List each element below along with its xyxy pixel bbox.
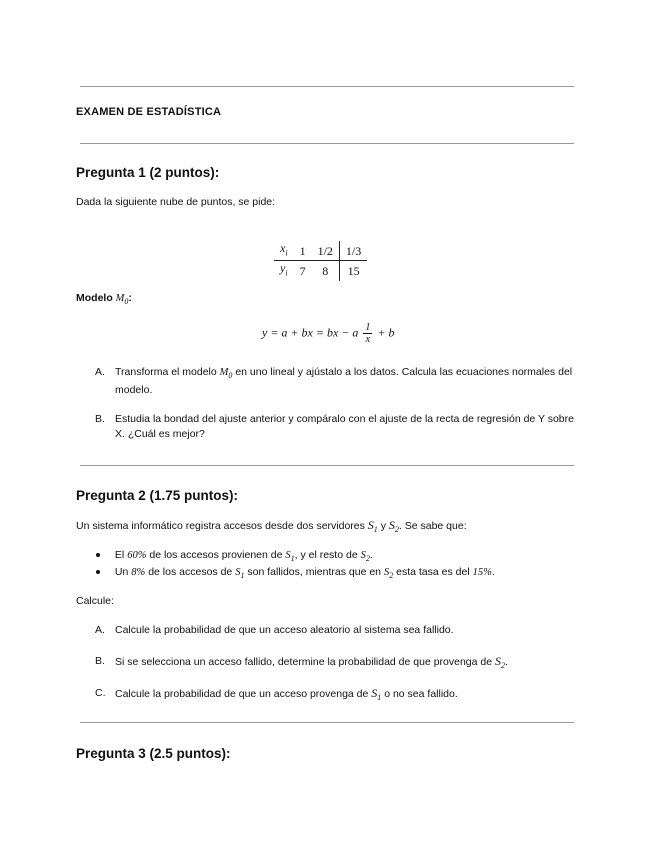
- question-2-item-c: C. Calcule la probabilidad de que un acceso provenga de $S_1$ o no sea fallido.: [95, 686, 458, 703]
- y-value-3: 15: [347, 264, 360, 279]
- calculate-label: Calcule:: [76, 595, 114, 607]
- header-divider: [80, 143, 574, 144]
- y-value-2: 8: [312, 261, 340, 281]
- question-2-title: Pregunta 2 (1.75 puntos):: [76, 488, 239, 503]
- x-value-1: 1: [294, 241, 312, 261]
- question-3-title: Pregunta 3 (2.5 puntos):: [76, 746, 231, 761]
- question-2-intro: Un sistema informático registra accesos desde dos servidores $S_1$ y $S_2$. Se sabe que:: [76, 518, 467, 535]
- question-2-bullet-2: Un 8% de los accesos de $S_1$ son fallidos, mientras que en $S_2$ esta tasa es del 15%.: [96, 565, 495, 583]
- question-1-divider: [80, 465, 574, 466]
- x-value-3: 1/3: [339, 241, 367, 261]
- x-value-2: 1/2: [312, 241, 340, 261]
- question-2-bullet-1: El 60% de los accesos provienen de $S_1$, y el resto de $S_2$.: [96, 548, 373, 566]
- question-1-item-a: A. Transforma el modelo $M_0$ en uno lineal y ajústalo a los datos. Calcula las ecuaciones normales del modelo.: [95, 366, 573, 397]
- equation-fraction: $\frac{1}{x}$: [365, 322, 371, 345]
- model-equation: y = a + bx = bx − a $\frac{1}{x}$ + b: [262, 322, 395, 345]
- x-header: $x_i$: [274, 241, 294, 261]
- top-divider: [80, 86, 574, 87]
- exam-title: EXAMEN DE ESTADÍSTICA: [76, 106, 222, 118]
- question-1-item-b: B. Estudia la bondad del ajuste anterior y compáralo con el ajuste de la recta de regresión de Y sobre X. ¿Cuál es mejor?: [95, 413, 574, 440]
- model-heading: Modelo $M_0$:: [76, 292, 132, 307]
- y-value-1: 7: [299, 264, 306, 279]
- question-2-item-a: A. Calcule la probabilidad de que un acceso aleatorio al sistema sea fallido.: [95, 624, 454, 636]
- bullet-dot: [96, 570, 100, 574]
- bullet-dot: [96, 553, 100, 557]
- y-header: $y_i$: [280, 261, 288, 278]
- question-1-intro: Dada la siguiente nube de puntos, se pide:: [76, 196, 276, 208]
- question-1-title: Pregunta 1 (2 puntos):: [76, 165, 220, 180]
- question-2-item-b: B. Si se selecciona un acceso fallido, determine la probabilidad de que provenga de $S_2$.: [95, 654, 508, 671]
- data-table: [274, 241, 367, 281]
- question-2-divider: [80, 722, 574, 723]
